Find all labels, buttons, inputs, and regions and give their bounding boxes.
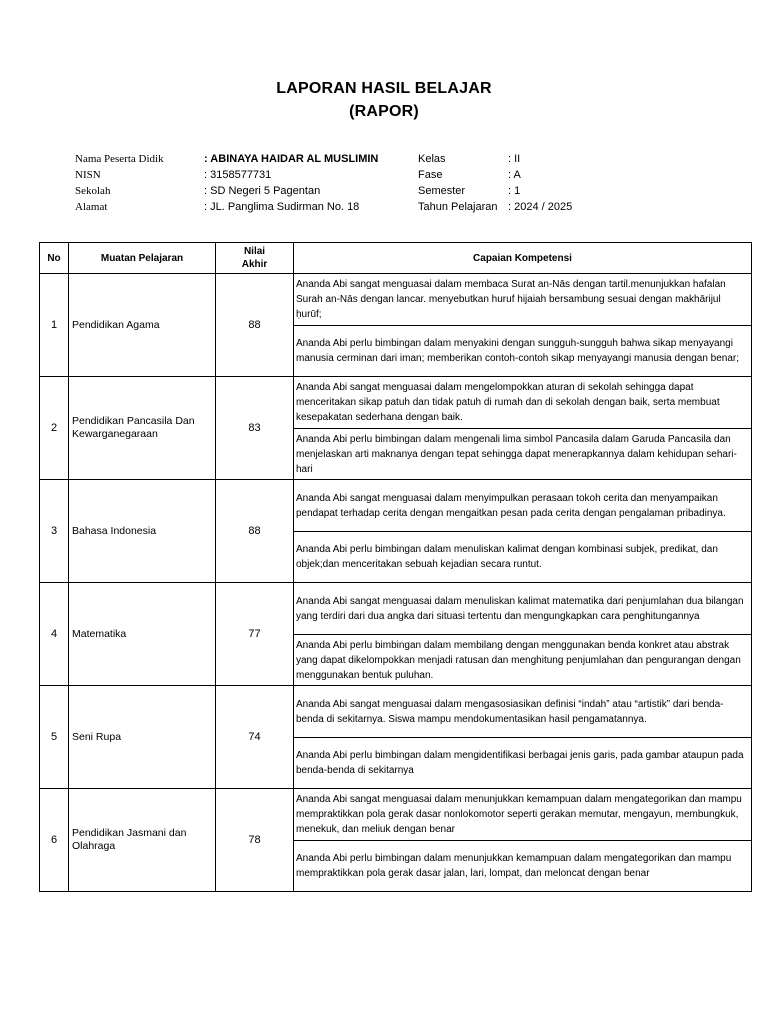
competency-needs-guidance: Ananda Abi perlu bimbingan dalam menyakini dengan sungguh-sungguh bahwa sikap menyayangi manusia cerminan dari iman; memberikan contoh-contoh sikap menyayangi manusia dengan benar; <box>294 325 751 376</box>
label-class: Kelas <box>418 153 446 165</box>
row-no: 5 <box>40 686 69 789</box>
competency-needs-guidance: Ananda Abi perlu bimbingan dalam menunjukkan kemampuan dalam mengategorikan dan mampu mempraktikkan pola gerak dasar jalan, lari, lompat, dan meloncat dengan benar <box>294 840 751 891</box>
row-competency <box>294 480 752 583</box>
value-phase: : A <box>508 169 521 181</box>
value-address: : JL. Panglima Sudirman No. 18 <box>204 201 360 213</box>
competency-needs-guidance: Ananda Abi perlu bimbingan dalam membilang dengan menggunakan benda konkret atau abstrak yang dapat dikelompokkan menjadi ratusan dan menghitung penjumlahan dan pengurangan dengan menggunakan bentuk puluhan. <box>294 634 751 685</box>
row-subject: Bahasa Indonesia <box>69 480 216 583</box>
table-row <box>40 686 752 789</box>
row-competency <box>294 583 752 686</box>
row-subject: Seni Rupa <box>69 686 216 789</box>
row-no: 2 <box>40 377 69 480</box>
competency-strength: Ananda Abi sangat menguasai dalam menuliskan kalimat matematika dari penjumlahan dua bilangan yang terdiri dari dua angka dari situasi tertentu dan mengungkapkan cara penghitungannya <box>296 595 744 622</box>
grades-table <box>39 242 752 892</box>
label-nisn: NISN <box>75 169 101 181</box>
value-school-year: : 2024 / 2025 <box>508 201 573 213</box>
competency-strength: Ananda Abi sangat menguasai dalam mengelompokkan aturan di sekolah sehingga dapat menceritakan sikap patuh dan tidak patuh di rumah dan di sekolah dengan baik, serta membuat kesepakatan sederhana dengan baik. <box>296 382 720 423</box>
competency-strength: Ananda Abi sangat menguasai dalam mengasosiasikan definisi “indah” atau “artistik” dari benda-benda di sekitarnya. Siswa mampu mendokumentasikan hasil pengamatannya. <box>296 698 724 725</box>
competency-needs-guidance: Ananda Abi perlu bimbingan dalam menuliskan kalimat dengan kombinasi subjek, predikat, dan objek;dan menceritakan sebuah kejadian secara runtut. <box>294 531 751 582</box>
row-subject: Matematika <box>69 583 216 686</box>
row-subject: Pendidikan Jasmani dan Olahraga <box>69 789 216 892</box>
row-subject: Pendidikan Agama <box>69 274 216 377</box>
row-score: 78 <box>216 789 294 892</box>
row-score: 83 <box>216 377 294 480</box>
student-info-values <box>204 151 378 215</box>
header-score-label: Nilai Akhir <box>241 246 268 270</box>
competency-needs-guidance: Ananda Abi perlu bimbingan dalam mengenali lima simbol Pancasila dalam Garuda Pancasila dan menjelaskan arti maknanya dengan tepat sehingga dapat menerapkannya dalam kehidupan sehari-hari <box>294 428 751 479</box>
competency-strength: Ananda Abi sangat menguasai dalam menyimpulkan perasaan tokoh cerita dan menyampaikan pendapat terhadap cerita dengan mengaitkan pesan pada cerita dengan pengalaman pribadinya. <box>296 492 726 519</box>
row-score: 74 <box>216 686 294 789</box>
student-info-labels <box>75 151 164 215</box>
row-competency <box>294 686 752 789</box>
competency-needs-guidance: Ananda Abi perlu bimbingan dalam mengidentifikasi berbagai jenis garis, pada gambar ataupun pada benda-benda di sekitarnya <box>294 737 751 788</box>
table-row <box>40 583 752 686</box>
class-info-labels <box>418 151 498 215</box>
table-header-row <box>40 243 752 274</box>
value-nisn: : 3158577731 <box>204 169 272 181</box>
row-competency <box>294 789 752 892</box>
header-competency: Capaian Kompetensi <box>294 243 752 274</box>
row-no: 3 <box>40 480 69 583</box>
table-row <box>40 789 752 892</box>
value-semester: : 1 <box>508 185 521 197</box>
class-info-values <box>508 151 572 215</box>
label-semester: Semester <box>418 185 466 197</box>
header-subject: Muatan Pelajaran <box>69 243 216 274</box>
row-score: 77 <box>216 583 294 686</box>
row-score: 88 <box>216 480 294 583</box>
label-school-year: Tahun Pelajaran <box>418 201 498 213</box>
competency-strength: Ananda Abi sangat menguasai dalam menunjukkan kemampuan dalam mengategorikan dan mampu mempraktikkan pola gerak dasar nonlokomotor seperti gerakan memutar, mengayun, membungkuk, menekuk, dan meliuk dengan benar <box>296 794 742 835</box>
header-score <box>216 243 294 274</box>
header-no: No <box>40 243 69 274</box>
label-phase: Fase <box>418 169 443 181</box>
row-competency <box>294 274 752 377</box>
row-competency <box>294 377 752 480</box>
table-row <box>40 274 752 377</box>
row-no: 4 <box>40 583 69 686</box>
competency-strength: Ananda Abi sangat menguasai dalam membaca Surat an-Nās dengan tartil.menunjukkan hafalan Surah an-Nās dengan lancar. menyebutkan huruf hijaiah bersambung sesuai dengan makhārijul ḥurūf; <box>296 279 726 320</box>
row-no: 1 <box>40 274 69 377</box>
row-score: 88 <box>216 274 294 377</box>
label-address: Alamat <box>75 201 108 213</box>
label-student-name: Nama Peserta Didik <box>75 153 164 165</box>
row-subject: Pendidikan Pancasila Dan Kewarganegaraan <box>69 377 216 480</box>
value-class: : II <box>508 153 521 165</box>
value-student-name: : ABINAYA HAIDAR AL MUSLIMIN <box>204 153 379 165</box>
label-school: Sekolah <box>75 185 111 197</box>
table-row <box>40 480 752 583</box>
report-title: LAPORAN HASIL BELAJAR <box>276 80 492 97</box>
row-no: 6 <box>40 789 69 892</box>
table-row <box>40 377 752 480</box>
value-school: : SD Negeri 5 Pagentan <box>204 185 321 197</box>
report-subtitle: (RAPOR) <box>349 103 419 120</box>
